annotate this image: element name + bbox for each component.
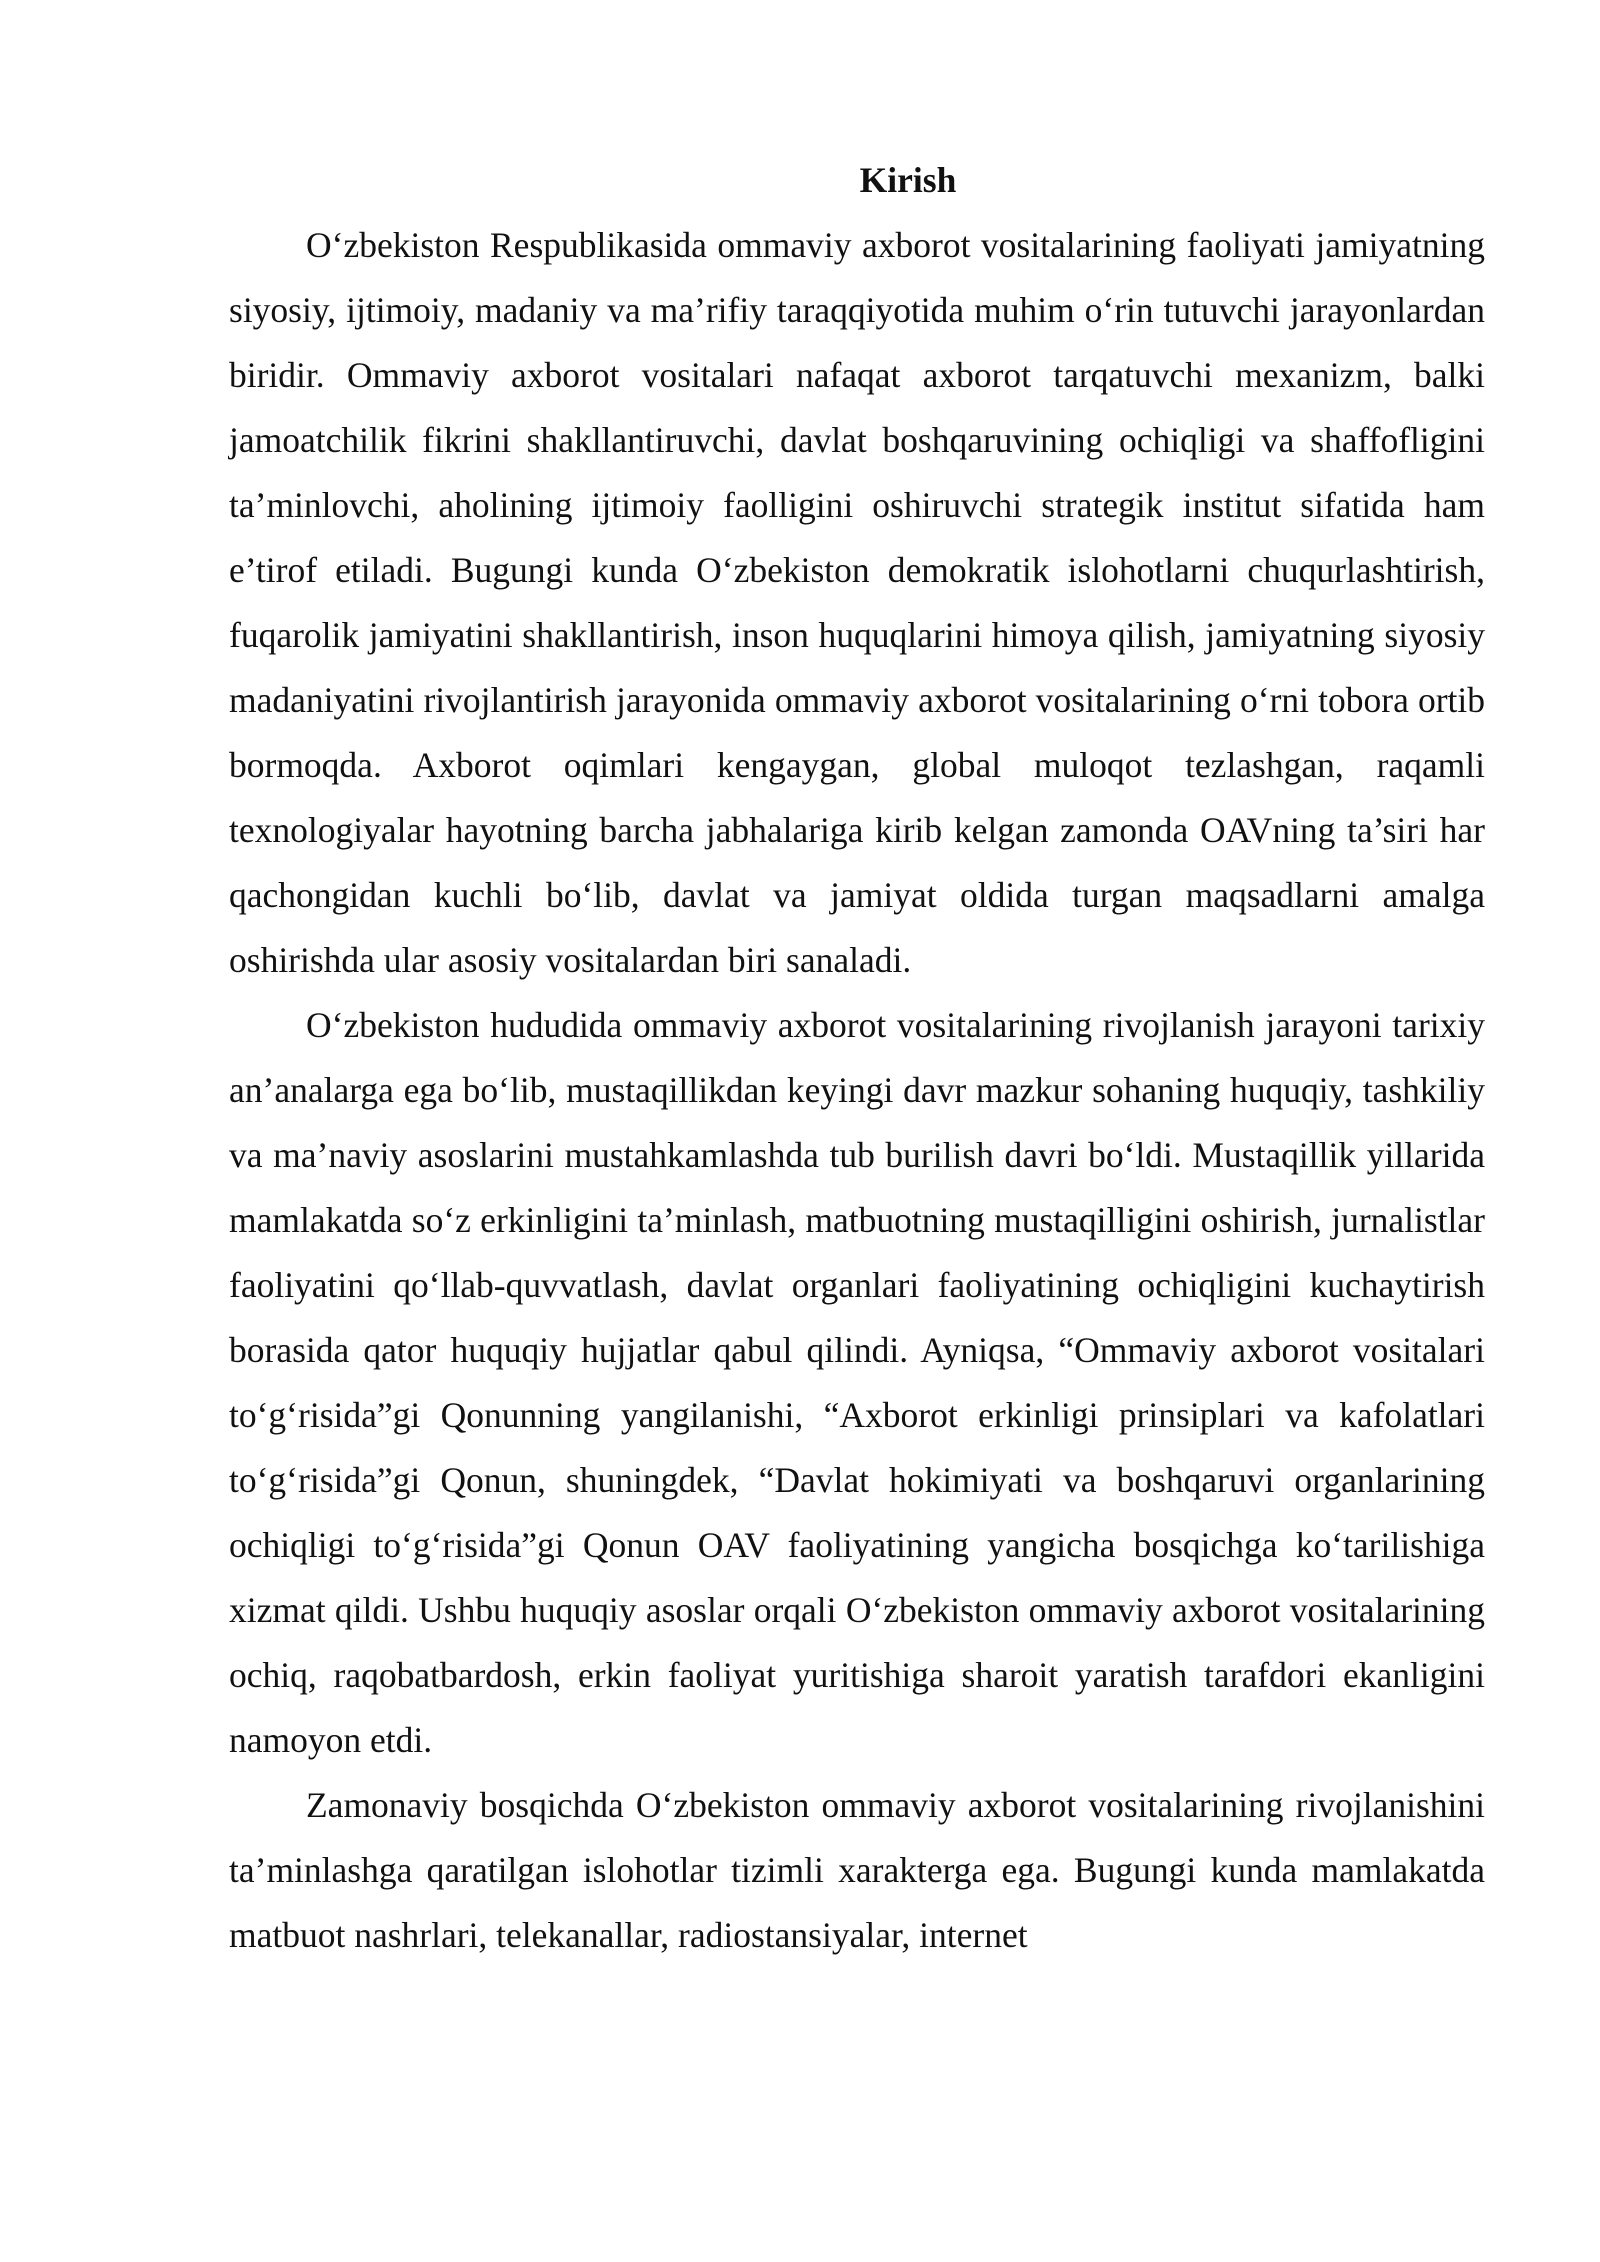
paragraph-1: O‘zbekiston Respublikasida ommaviy axborot vositalarining faoliyati jamiyatning siyosiy, ijtimoiy, madaniy va ma’rifiy taraqqiyotida muhim o‘rin tutuvchi jarayonlardan biridir. Ommaviy axborot vositalari nafaqat axborot tarqatuvchi mexanizm, balki jamoatchilik fikrini shakllantiruvchi, davlat boshqaruvining ochiqligi va shaffofligini ta’minlovchi, aholining ijtimoiy faolligini oshiruvchi strategik institut sifatida ham e’tirof etiladi. Bugungi kunda O‘zbekiston demokratik islohotlarni chuqurlashtirish, fuqarolik jamiyatini shakllantirish, inson huquqlarini himoya qilish, jamiyatning siyosiy madaniyatini rivojlantirish jarayonida ommaviy axborot vositalarining o‘rni tobora ortib bormoqda. Axborot oqimlari kengaygan, global muloqot tezlashgan, raqamli texnologiyalar hayotning barcha jabhalariga kirib kelgan zamonda OAVning ta’siri har qachongidan kuchli bo‘lib, davlat va jamiyat oldida turgan maqsadlarni amalga oshirishda ular asosiy vositalardan biri sanaladi.	[229, 225, 1485, 980]
paragraph-3: Zamonaviy bosqichda O‘zbekiston ommaviy axborot vositalarining rivojlanishini ta’minlashga qaratilgan islohotlar tizimli xarakterga ega. Bugungi kunda mamlakatda matbuot nashrlari, telekanallar, radiostansiyalar, internet	[229, 1785, 1485, 1955]
paragraph-2: O‘zbekiston hududida ommaviy axborot vositalarining rivojlanish jarayoni tarixiy an’analarga ega bo‘lib, mustaqillikdan keyingi davr mazkur sohaning huquqiy, tashkiliy va ma’naviy asoslarini mustahkamlashda tub burilish davri bo‘ldi. Mustaqillik yillarida mamlakatda so‘z erkinligini ta’minlash, matbuotning mustaqilligini oshirish, jurnalistlar faoliyatini qo‘llab-quvvatlash, davlat organlari faoliyatining ochiqligini kuchaytirish borasida qator huquqiy hujjatlar qabul qilindi. Ayniqsa, “Ommaviy axborot vositalari to‘g‘risida”gi Qonunning yangilanishi, “Axborot erkinligi prinsiplari va kafolatlari to‘g‘risida”gi Qonun, shuningdek, “Davlat hokimiyati va boshqaruvi organlarining ochiqligi to‘g‘risida”gi Qonun OAV faoliyatining yangicha bosqichga ko‘tarilishiga xizmat qildi. Ushbu huquqiy asoslar orqali O‘zbekiston ommaviy axborot vositalarining ochiq, raqobatbardosh, erkin faoliyat yuritishiga sharoit yaratish tarafdori ekanligini namoyon etdi.	[229, 1005, 1485, 1760]
document-title: Kirish	[859, 160, 957, 200]
document-body	[229, 148, 1485, 1968]
